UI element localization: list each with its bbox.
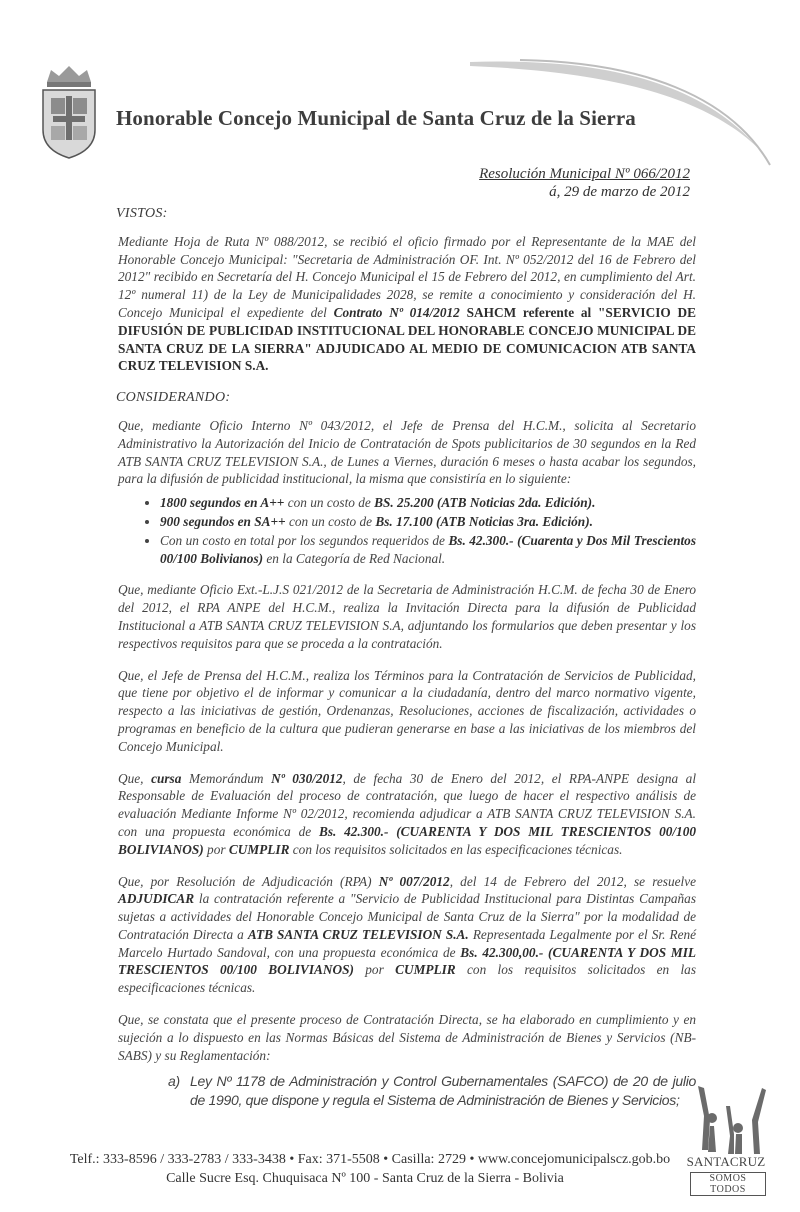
contract-number: Contrato Nº 014/2012 <box>333 304 460 320</box>
resolution-date: á, 29 de marzo de 2012 <box>549 184 690 200</box>
header-title: Honorable Concejo Municipal de Santa Cruz de la Sierra <box>116 106 636 130</box>
list-item: • 1800 segundos en A++ con un costo de BS. 25.200 (ATB Noticias 2da. Edición). <box>160 494 696 512</box>
footer-contact <box>0 1150 800 1188</box>
considerando-paragraph-5: Que, por Resolución de Adjudicación (RPA) Nº 007/2012, del 14 de Febrero del 2012, se resuelve ADJUDICAR la contratación referente a "Servicio de Publicidad Institucional para Distintas Campañas sujetas a actividades del Honorable Concejo Municipal de Santa Cruz de la Sierra" por la modalidad de Contratación Directa a ATB SANTA CRUZ TELEVISION S.A. Representada Legalmente por el Sr. René Marcelo Hurtado Sandoval, con una propuesta económica de Bs. 42.300,00.- (CUARENTA Y DOS MIL TRESCIENTOS 00/100 BOLIVIANOS) por CUMPLIR con los requisitos solicitados en las especificaciones técnicas. <box>118 873 697 996</box>
contract-description: SAHCM referente al "SERVICIO DE DIFUSIÓN DE PUBLICIDAD INSTITUCIONAL DEL HONORABLE CONCEJO MUNICIPAL DE SANTA CRUZ DE LA SIERRA" ADJUDICADO AL MEDIO DE COMUNICACION ATB SANTA CRUZ TELEVISION S.A. <box>118 304 696 374</box>
footer-address-line: Calle Sucre Esq. Chuquisaca Nº 100 - Santa Cruz de la Sierra - Bolivia <box>166 1171 564 1186</box>
list-item: • Con un costo en total por los segundos requeridos de Bs. 42.300.- (Cuarenta y Dos Mil Trescientos 00/100 Bolivianos) en la Categoría de Red Nacional. <box>160 532 696 568</box>
footer-phone-line: Telf.: 333-8596 / 333-2783 / 333-3438 • Fax: 371-5508 • Casilla: 2729 • www.concejomunicipalscz.gob.bo <box>69 1152 671 1167</box>
law-list-item-a: a) Ley Nº 1178 de Administración y Control Gubernamentales (SAFCO) de 20 de julio de 1990, que dispone y regula el Sistema de Administración de Bienes y Servicios; <box>168 1073 696 1109</box>
logo-name: SANTACRUZ <box>686 1154 766 1169</box>
vistos-heading: VISTOS: <box>116 206 168 221</box>
municipal-coat-of-arms <box>37 62 101 162</box>
document-body <box>118 205 696 1110</box>
considerando-paragraph-4: Que, cursa Memorándum Nº 030/2012, de fecha 30 de Enero del 2012, el RPA-ANPE designa al Responsable de Evaluación del proceso de contratación, que luego de hacer el respectivo análisis de evaluación Mediante Informe Nº 02/2012, recomienda adjudicar a ATB SANTA CRUZ TELEVISION S.A. con una propuesta económica de Bs. 42.300.- (CUARENTA Y DOS MIL TRESCIENTOS 00/100 BOLIVIANOS) por CUMPLIR con los requisitos solicitados en las especificaciones técnicas. <box>118 770 697 857</box>
resolution-reference <box>479 165 690 201</box>
considerando-paragraph-2: Que, mediante Oficio Ext.-L.J.S 021/2012 de la Secretaria de Administración H.C.M. de fecha 30 de Enero del 2012, el RPA ANPE del H.C.M., realiza la Invitación Directa para la difusión de Publicidad Institucional a ATB SANTA CRUZ TELEVISION S.A, adjuntando los formularios que deben presentar y los respectivos requisitos para que se proceda a la contratación. <box>118 582 696 651</box>
considerando-paragraph-6: Que, se constata que el presente proceso de Contratación Directa, se ha elaborado en cumplimiento y en sujeción a lo dispuesto en las Normas Básicas del Sistema de Administración de Bienes y Servicios (NB-SABS) y su Reglamentación: <box>118 1012 696 1063</box>
list-item: • 900 segundos en SA++ con un costo de Bs. 17.100 (ATB Noticias 3ra. Edición). <box>160 513 696 531</box>
spot-list <box>118 494 696 567</box>
considerando-paragraph-3: Que, el Jefe de Prensa del H.C.M., realiza los Términos para la Contratación de Servicios de Publicidad, que tiene por objetivo el de informar y comunicar a la ciudadanía, dentro del marco normativo vigente, respecto a las iniciativas de gestión, Ordenanzas, Resoluciones, acciones de fiscalización, actividades o programas en beneficio de la cultura que pudieran generarse en base a las iniciativas de los miembros del Concejo Municipal. <box>118 667 696 754</box>
considerando-heading: CONSIDERANDO: <box>116 390 231 406</box>
vistos-paragraph: Mediante Hoja de Ruta Nº 088/2012, se recibió el oficio firmado por el Representante de la MAE del Honorable Concejo Municipal: "Secretaria de Administración OF. Int. Nº 052/2012 del 16 de Febrero del 2012" recibido en Secretaría del H. Concejo Municipal el 15 de Febrero del 2012, en cumplimiento del Art. 12º numeral 11) de la Ley de Municipalidades 2028, se remite a conocimiento y consideración del H. Concejo Municipal el expediente del Contrato Nº 014/2012 SAHCM referente al "SERVICIO DE DIFUSIÓN DE PUBLICIDAD INSTITUCIONAL DEL HONORABLE CONCEJO MUNICIPAL DE SANTA CRUZ DE LA SIERRA" ADJUDICADO AL MEDIO DE COMUNICACION ATB SANTA CRUZ TELEVISION S.A. <box>118 233 696 374</box>
considerando-paragraph-1: Que, mediante Oficio Interno Nº 043/2012, el Jefe de Prensa del H.C.M., solicita al Secretario Administrativo la Autorización del Inicio de Contratación de Spots publicitarios de 30 segundos en la Red ATB SANTA CRUZ TELEVISION S.A., de Lunes a Viernes, duración 6 meses o hasta acabar los segundos, para la difusión de publicidad institucional, la misma que consistiría en lo siguiente: <box>118 417 696 487</box>
logo-tagline: SOMOS TODOS <box>690 1172 766 1196</box>
resolution-number: Resolución Municipal Nº 066/2012 <box>479 166 690 182</box>
